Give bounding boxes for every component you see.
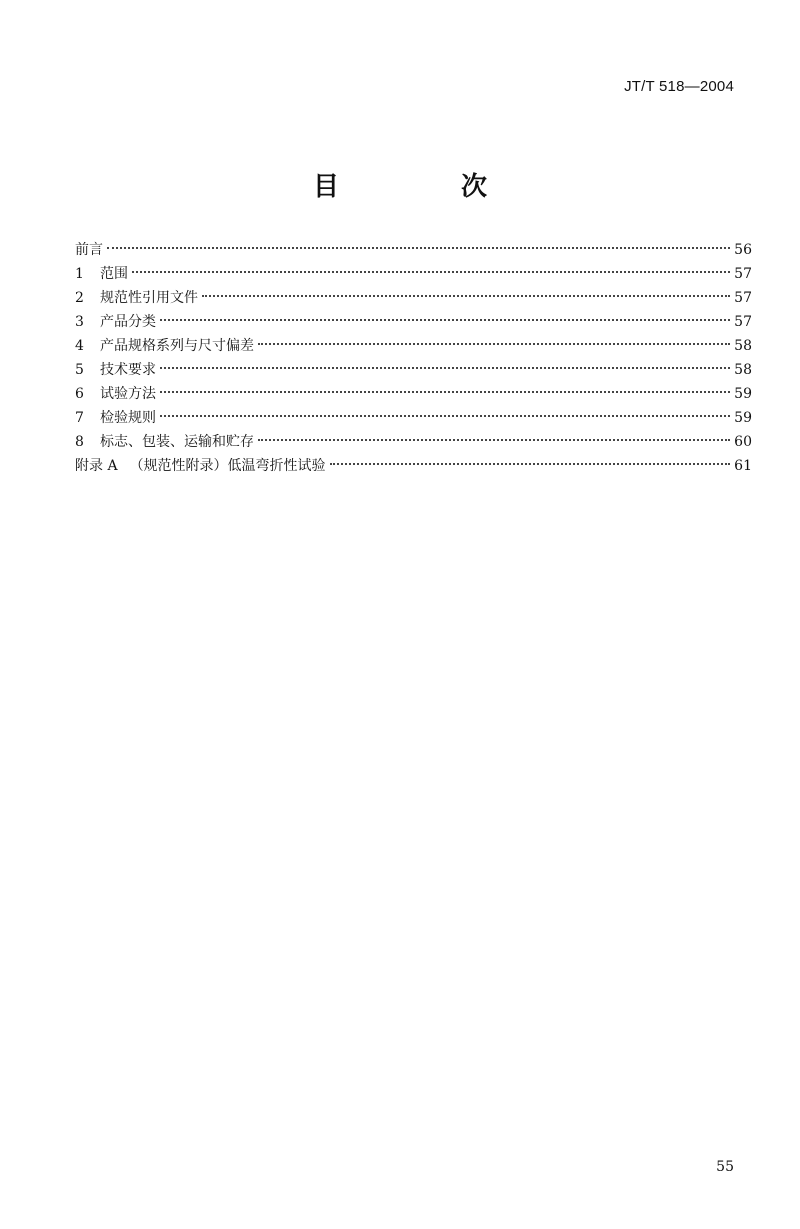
toc-label: 标志、包装、运输和贮存 [100,434,254,450]
toc-page-number: 58 [734,338,752,354]
toc-entry-appendix-a[interactable] [75,454,752,478]
toc-section-number: 8 [75,434,84,450]
toc-section-number: 3 [75,314,84,330]
toc-entry-section-4[interactable] [75,334,752,358]
toc-label: 检验规则 [100,410,156,426]
page-title: 目 次 [312,172,535,202]
toc-dot-leader [330,463,731,465]
toc-entry-section-1[interactable] [75,262,752,286]
toc-entry-section-7[interactable] [75,406,752,430]
toc-section-number: 7 [75,410,84,426]
toc-dot-leader [258,343,730,345]
toc-entry-section-3[interactable] [75,310,752,334]
toc-entry-section-2[interactable] [75,286,752,310]
toc-section-number: 2 [75,290,84,306]
toc-dot-leader [160,415,730,417]
toc-page-number: 60 [734,434,752,450]
toc-page-number: 57 [734,266,752,282]
toc-appendix-number: 附录 A [75,458,118,474]
toc-label: 试验方法 [100,386,156,402]
toc-section-number: 5 [75,362,84,378]
toc-dot-leader [202,295,730,297]
toc-dot-leader [160,319,730,321]
toc-label: （规范性附录）低温弯折性试验 [129,458,326,474]
toc-label: 产品规格系列与尺寸偏差 [100,338,254,354]
toc-dot-leader [160,367,730,369]
toc-page-number: 59 [734,410,752,426]
toc-page-number: 61 [734,458,752,474]
toc-entry-foreword[interactable] [75,238,752,262]
toc-page-number: 58 [734,362,752,378]
toc-label: 产品分类 [100,314,156,330]
toc-label: 技术要求 [100,362,156,378]
toc-dot-leader [107,247,730,249]
page-number: 55 [716,1159,734,1175]
toc-label: 前言 [75,242,103,258]
toc-dot-leader [258,439,730,441]
toc-page-number: 59 [734,386,752,402]
toc-entry-section-6[interactable] [75,382,752,406]
toc-page-number: 57 [734,314,752,330]
standard-code: JT/T 518—2004 [624,78,734,95]
toc-section-number: 6 [75,386,84,402]
toc-dot-leader [160,391,730,393]
toc-label: 规范性引用文件 [100,290,198,306]
toc-dot-leader [132,271,730,273]
toc-page-number: 56 [734,242,752,258]
toc-entry-section-5[interactable] [75,358,752,382]
toc-section-number: 4 [75,338,84,354]
toc-section-number: 1 [75,266,84,282]
toc-page-number: 57 [734,290,752,306]
toc-label: 范围 [100,266,128,282]
toc-entry-section-8[interactable] [75,430,752,454]
table-of-contents [75,238,752,478]
